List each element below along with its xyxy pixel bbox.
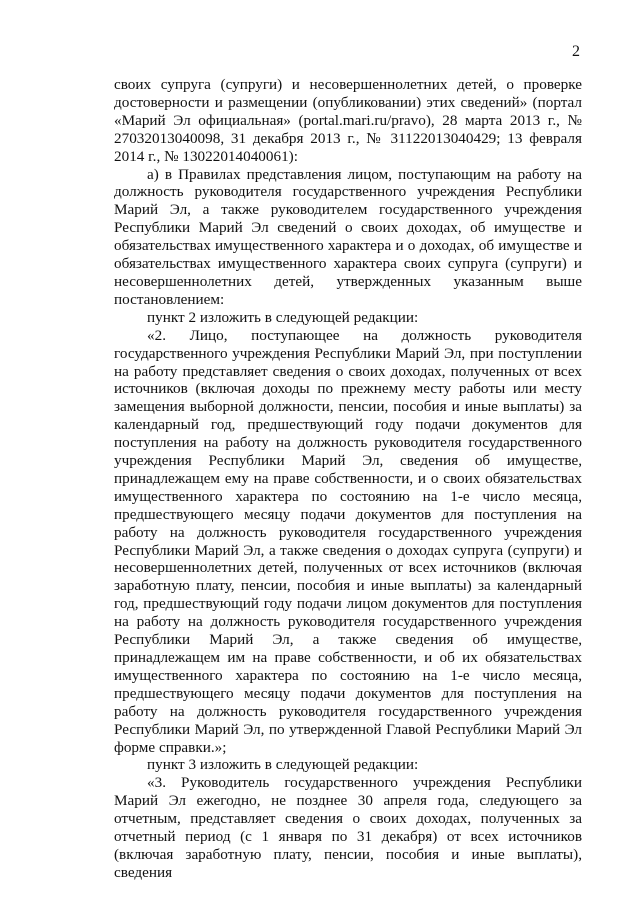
paragraph-continuation: своих супруга (супруги) и несовершеннолетних детей, о проверке достоверности и размещении (опубликовании) этих сведений» (портал «Марий Эл официальная» (portal.mari.ru/pravo), 28 марта 2013 г., № 27032013040098, 31 декабря 2013 г., № 31122013040429; 13 февраля 2014 г., № 13022014040061):	[114, 76, 582, 165]
paragraph-point3-text: «3. Руководитель государственного учреждения Республики Марий Эл ежегодно, не позднее 30 апреля года, следующего за отчетным, представляет сведения о своих доходах, полученных за отчетный период (с 1 января по 31 декабря) от всех источников (включая заработную плату, пенсии, пособия и иные выплаты), сведения	[114, 774, 582, 881]
paragraph-point3-intro: пункт 3 изложить в следующей редакции:	[147, 756, 419, 774]
page-number: 2	[572, 43, 580, 60]
paragraph-subitem-a: а) в Правилах представления лицом, поступающим на работу на должность руководителя государственного учреждения Республики Марий Эл, а также руководителем государственного учреждения Республики Марий Эл сведений о своих доходах, об имуществе и обязательствах имущественного характера и о доходах, об имуществе и обязательствах имущественного характера своих супруга (супруги) и несовершеннолетних детей, утвержденных указанным выше постановлением:	[114, 165, 582, 308]
document-body	[114, 76, 582, 882]
paragraph-point2-text: «2. Лицо, поступающее на должность руководителя государственного учреждения Республики Марий Эл, при поступлении на работу представляет сведения о своих доходах, полученных от всех источников (включая доходы по прежнему месту работы или месту замещения выборной должности, пенсии, пособия и иные выплаты) за календарный год, предшествующий году подачи документов для поступления на работу на должность руководителя государственного учреждения Республики Марий Эл, сведения об имуществе, принадлежащем ему на праве собственности, и о своих обязательствах имущественного характера по состоянию на 1-е число месяца, предшествующего месяцу подачи документов для поступления на работу на должность руководителя государственного учреждения Республики Марий Эл, а также сведения о доходах супруга (супруги) и несовершеннолетних детей, полученных от всех источников (включая заработную плату, пенсии, пособия и иные выплаты) за календарный год, предшествующий году подачи лицом документов для поступления на работу на должность руководителя государственного учреждения Республики Марий Эл, а также сведения об имуществе, принадлежащем им на праве собственности, и об их обязательствах имущественного характера по состоянию на 1-е число месяца, предшествующего месяцу подачи документов для поступления на работу на должность руководителя государственного учреждения Республики Марий Эл, по утвержденной Главой Республики Марий Эл форме справки.»;	[114, 326, 582, 756]
paragraph-point2-intro: пункт 2 изложить в следующей редакции:	[147, 308, 419, 326]
